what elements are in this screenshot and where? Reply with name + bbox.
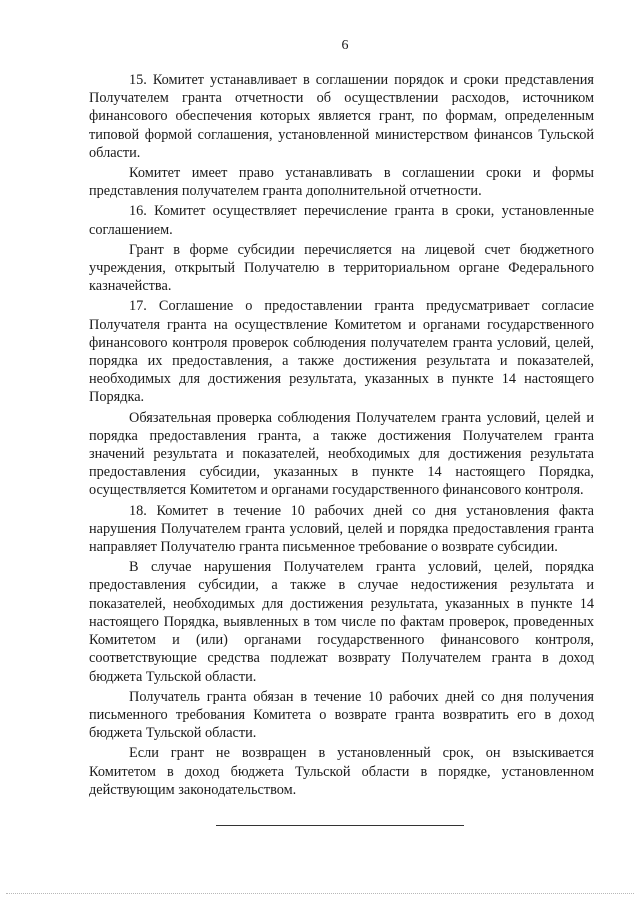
paragraph-17-mandatory-check: Обязательная проверка соблюдения Получателем гранта условий, целей и порядка предоставления гранта, а также достижения Получателем гранта значений результата и показателей, необходимых для достижения результата предоставления субсидии, указанных в пункте 14 настоящего Порядка, осуществляется Комитетом и органами государственного финансового контроля. bbox=[89, 409, 594, 499]
paragraph-16: 16. Комитет осуществляет перечисление гранта в сроки, установленные соглашением. bbox=[89, 203, 594, 238]
paragraph-18: 18. Комитет в течение 10 рабочих дней со дня установления факта нарушения Получателем гранта условий, целей и порядка предоставления гранта направляет Получателю гранта письменное требование о возврате субсидии. bbox=[89, 502, 594, 556]
closing-divider-line bbox=[216, 825, 464, 826]
paragraph-15-additional-reporting: Комитет имеет право устанавливать в соглашении сроки и формы представления получателем гранта дополнительной отчетности. bbox=[89, 165, 594, 200]
paragraph-17: 17. Соглашение о предоставлении гранта предусматривает согласие Получателя гранта на осуществление Комитетом и органами государственного финансового контроля проверок соблюдения получателем гранта условий, целей, порядка их предоставления, а также достижения результата и показателей, необходимых для достижения результата, указанных в пункте 14 настоящего Порядка. bbox=[89, 298, 594, 406]
scan-edge-artifact bbox=[6, 893, 634, 894]
paragraph-15: 15. Комитет устанавливает в соглашении порядок и сроки представления Получателем гранта отчетности об осуществлении расходов, источником финансового обеспечения которых является грант, по формам, определенным типовой формой соглашения, установленной министерством финансов Тульской области. bbox=[89, 72, 594, 161]
document-body bbox=[89, 71, 594, 799]
paragraph-18-violation-return: В случае нарушения Получателем гранта условий, целей, порядка предоставления субсидии, а также в случае недостижения результата и показателей, необходимых для достижения результата, указанных в пункте 14 настоящего Порядка, выявленных в том числе по фактам проверок, проведенных Комитетом и (или) органами государственного финансового контроля, соответствующие средства подлежат возврату Получателем гранта в доход бюджета Тульской области. bbox=[89, 559, 594, 685]
paragraph-16-transfer-account: Грант в форме субсидии перечисляется на лицевой счет бюджетного учреждения, открытый Получателю в территориальном органе Федерального казначейства. bbox=[89, 241, 594, 295]
page-number: 6 bbox=[341, 38, 349, 53]
paragraph-18-enforced-recovery: Если грант не возвращен в установленный срок, он взыскивается Комитетом в доход бюджета Тульской области в порядке, установленном действующим законодательством. bbox=[89, 745, 594, 798]
paragraph-18-return-deadline: Получатель гранта обязан в течение 10 рабочих дней со дня получения письменного требования Комитета о возврате гранта возвратить его в доход бюджета Тульской области. bbox=[89, 688, 594, 742]
